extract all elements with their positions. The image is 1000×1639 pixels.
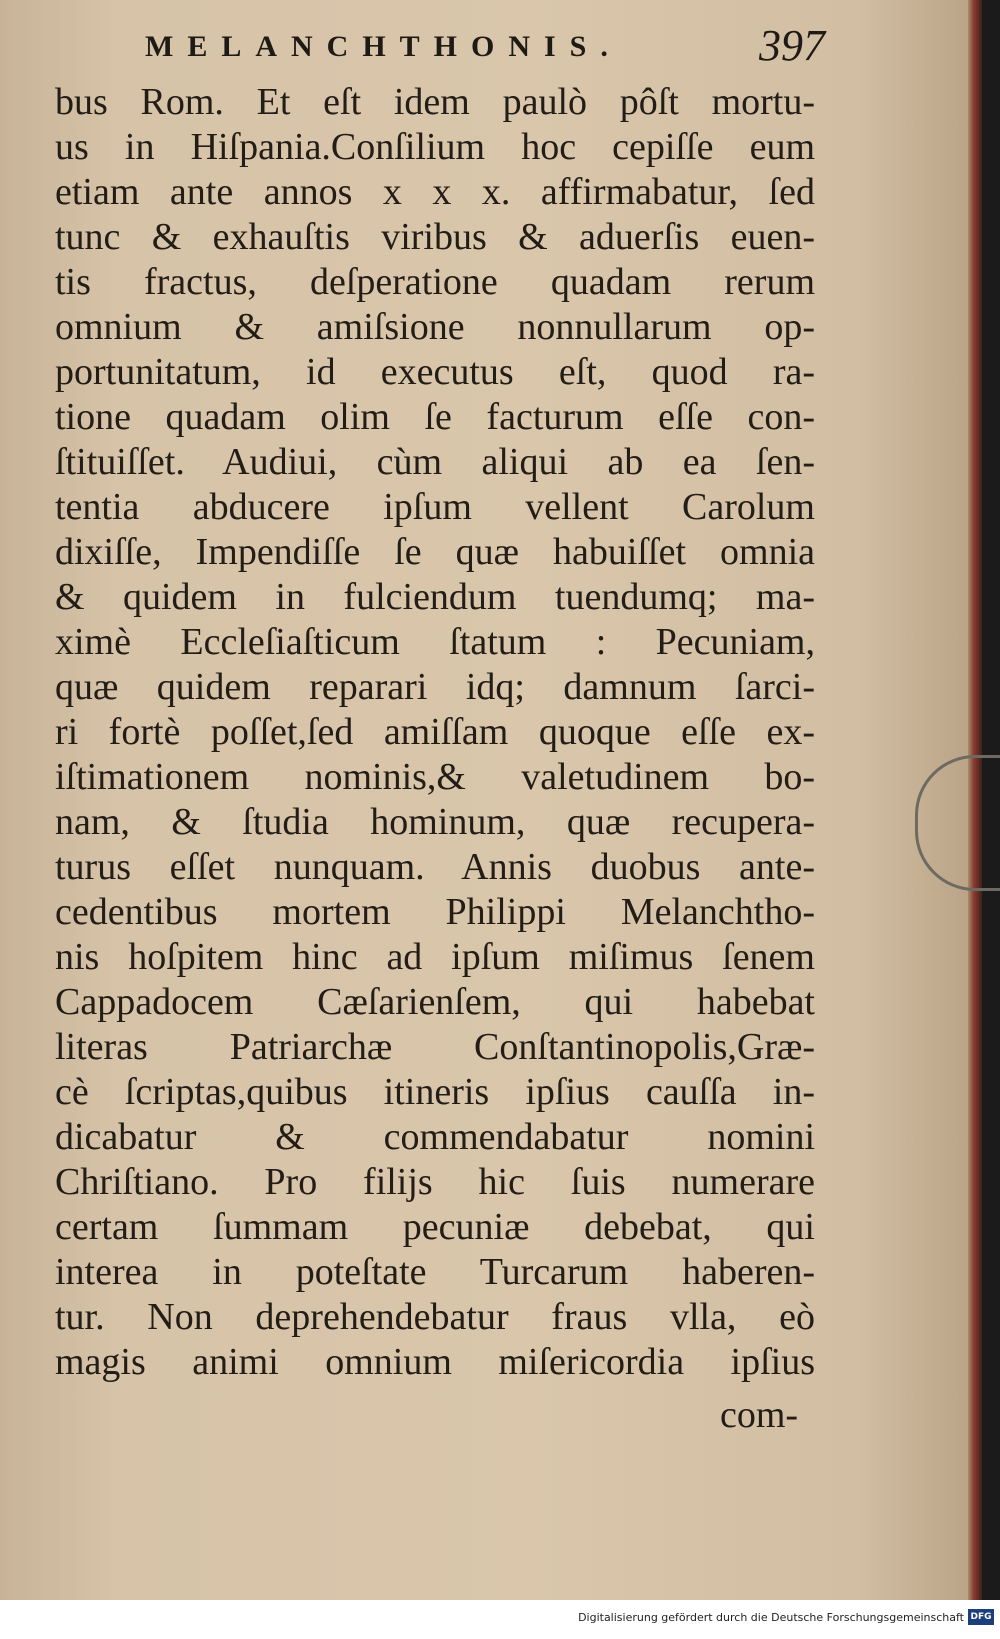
text-line: Cappadocem Cæſarienſem, qui habebat xyxy=(55,981,815,1023)
text-line: tentia abducere ipſum vellent Carolum xyxy=(55,486,815,528)
text-line: quæ quidem reparari idq; damnum ſarci- xyxy=(55,666,815,708)
text-line: ximè Eccleſiaſticum ſtatum : Pecuniam, xyxy=(55,621,815,663)
text-line: magis animi omnium miſericordia ipſius xyxy=(55,1341,815,1383)
text-line: cè ſcriptas,quibus itineris ipſius cauſſa in- xyxy=(55,1071,815,1113)
dfg-logo: DFG xyxy=(968,1609,994,1625)
text-line: us in Hiſpania.Conſilium hoc cepiſſe eum xyxy=(55,126,815,168)
running-head: MELANCHTHONIS. xyxy=(145,30,622,63)
text-line: bus Rom. Et eſt idem paulò pôſt mortu- xyxy=(55,81,815,123)
text-line: cedentibus mortem Philippi Melanchtho- xyxy=(55,891,815,933)
text-line: iſtimationem nominis,& valetudinem bo- xyxy=(55,756,815,798)
text-line: ſtituiſſet. Audiui, cùm aliqui ab ea ſen- xyxy=(55,441,815,483)
text-line: portunitatum, id executus eſt, quod ra- xyxy=(55,351,815,393)
text-line: & quidem in fulciendum tuendumq; ma- xyxy=(55,576,815,618)
body-text xyxy=(55,80,815,1385)
page-header xyxy=(145,20,825,80)
text-line: etiam ante annos x x x. affirmabatur, ſed xyxy=(55,171,815,213)
text-line: nis hoſpitem hinc ad ipſum miſimus ſenem xyxy=(55,936,815,978)
text-line: tione quadam olim ſe facturum eſſe con- xyxy=(55,396,815,438)
page-number: 397 xyxy=(759,21,825,70)
text-line: Chriſtiano. Pro filijs hic ſuis numerare xyxy=(55,1161,815,1203)
text-line: turus eſſet nunquam. Annis duobus ante- xyxy=(55,846,815,888)
text-line: tis fractus, deſperatione quadam rerum xyxy=(55,261,815,303)
catchword: com- xyxy=(720,1394,799,1436)
text-line: tunc & exhauſtis viribus & aduerſis euen- xyxy=(55,216,815,258)
text-line: tur. Non deprehendebatur fraus vlla, eò xyxy=(55,1296,815,1338)
text-line: literas Patriarchæ Conſtantinopolis,Græ- xyxy=(55,1026,815,1068)
footer-bar xyxy=(0,1600,1000,1639)
text-line: certam ſummam pecuniæ debebat, qui xyxy=(55,1206,815,1248)
text-line: interea in poteſtate Turcarum haberen- xyxy=(55,1251,815,1293)
funding-credit: Digitalisierung gefördert durch die Deutsche Forschungsgemeinschaft xyxy=(578,1611,964,1624)
text-line: nam, & ſtudia hominum, quæ recupera- xyxy=(55,801,815,843)
text-line: dicabatur & commendabatur nomini xyxy=(55,1116,815,1158)
text-line: ri fortè poſſet,ſed amiſſam quoque eſſe ex- xyxy=(55,711,815,753)
text-line: dixiſſe, Impendiſſe ſe quæ habuiſſet omnia xyxy=(55,531,815,573)
text-line: omnium & amiſsione nonnullarum op- xyxy=(55,306,815,348)
